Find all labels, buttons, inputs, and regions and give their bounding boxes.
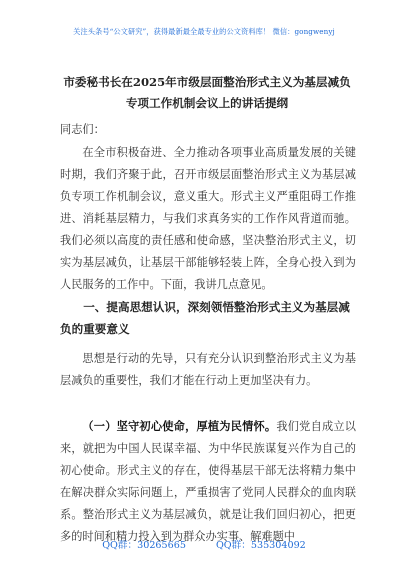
document-title: 市委秘书长在2025年市级层面整治形式主义为基层减负专项工作机制会议上的讲话提纲 — [63, 75, 351, 110]
footer-contact — [0, 537, 408, 551]
subsection-heading-1: （一）坚守初心使命，厚植为民情怀。 — [82, 419, 277, 433]
subsection-1-paragraph — [60, 415, 356, 548]
salutation: 同志们： — [60, 123, 105, 136]
footer-qq-group-1: QQ群：30265665 — [102, 540, 186, 551]
footer-qq-group-2: QQ群：535304092 — [215, 540, 306, 551]
section-1-intro-paragraph: 思想是行动的先导，只有充分认识到整治形式主义为基层减负的重要性，我们才能在行动上更加坚决有力。 — [60, 352, 356, 387]
section-heading-1: 一、提高思想认识，深刻领悟整治形式主义为基层减负的重要意义 — [60, 300, 350, 336]
subsection-1-body: 我们党自成立以来，就把为中国人民谋幸福、为中华民族谋复兴作为自己的初心使命。形式主义的存在，使得基层干部无法将精力集中在解决群众实际问题上，严重损害了党同人民群众的血肉联系。整治形式主义为基层减负，就是让我们回归初心，把更多的时间和精力投入到为群众办实事、解难题中 — [60, 420, 356, 543]
header-promo-note: 关注头条号“公文研究”，获得最新最全最专业的公文资料库！ 微信：gongwenyj — [73, 27, 335, 36]
intro-paragraph: 在全市积极奋进、全力推动各项事业高质量发展的关键时期，我们齐聚于此，召开市级层面整治形式主义为基层减负专项工作机制会议，意义重大。形式主义严重阻碍工作推进、消耗基层精力，与我们求真务实的工作作风背道而驰。我们必须以高度的责任感和使命感，坚决整治形式主义，切实为基层减负，让基层干部能够轻装上阵，全身心投入到为人民服务的工作中。下面，我讲几点意见。 — [60, 146, 356, 291]
